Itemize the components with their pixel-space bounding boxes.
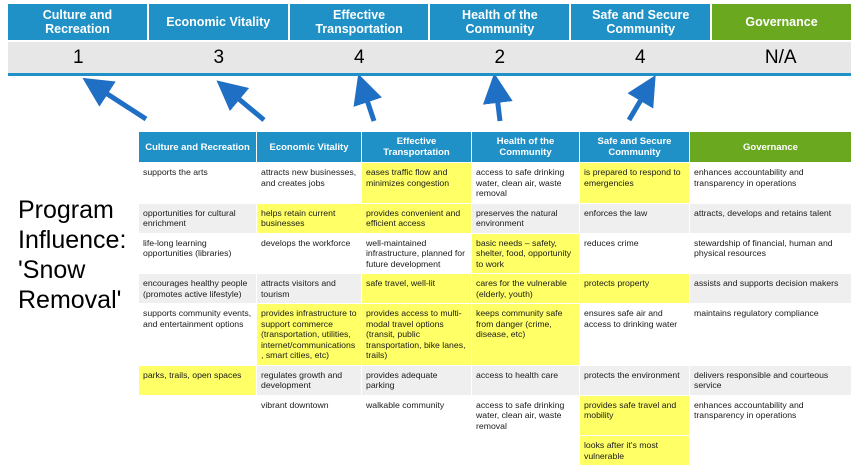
influence-arrow-2	[228, 90, 264, 120]
matrix-cell: parks, trails, open spaces	[139, 365, 257, 395]
matrix-cell: enhances accountability and transparency in operations	[690, 395, 852, 436]
matrix-cell: eases traffic flow and minimizes congestion	[362, 163, 472, 204]
table-row	[139, 163, 852, 204]
influence-arrows-group	[0, 76, 859, 136]
score-health-of-the-community: 2	[430, 42, 571, 73]
table-row	[139, 395, 852, 436]
matrix-cell: provides access to multi-modal travel options (transit, public transportation, bike lanes, trails)	[362, 304, 472, 366]
matrix-header-health-of-the-community: Health of the Community	[472, 132, 580, 163]
matrix-cell: provides adequate parking	[362, 365, 472, 395]
matrix-cell: encourages healthy people (promotes active lifestyle)	[139, 274, 257, 304]
matrix-cell: basic needs – safety, shelter, food, opportunity to work	[472, 233, 580, 274]
influence-matrix-table	[138, 131, 852, 466]
matrix-cell: attracts visitors and tourism	[257, 274, 362, 304]
matrix-header-culture-and-recreation: Culture and Recreation	[139, 132, 257, 163]
matrix-cell	[139, 436, 257, 466]
matrix-cell: looks after it's most vulnerable	[580, 436, 690, 466]
matrix-cell: supports community events, and entertainment options	[139, 304, 257, 366]
score-strip	[8, 42, 851, 76]
matrix-cell: helps retain current businesses	[257, 203, 362, 233]
matrix-cell: life-long learning opportunities (libraries)	[139, 233, 257, 274]
goal-header-strip	[8, 4, 851, 40]
matrix-cell: walkable community	[362, 395, 472, 436]
matrix-cell: is prepared to respond to emergencies	[580, 163, 690, 204]
matrix-cell: protects property	[580, 274, 690, 304]
matrix-header-safe-and-secure-community: Safe and Secure Community	[580, 132, 690, 163]
matrix-cell: regulates growth and development	[257, 365, 362, 395]
matrix-cell: supports the arts	[139, 163, 257, 204]
matrix-cell: cares for the vulnerable (elderly, youth)	[472, 274, 580, 304]
matrix-cell	[362, 436, 472, 466]
matrix-cell: access to safe drinking water, clean air, waste removal	[472, 163, 580, 204]
table-row	[139, 436, 852, 466]
matrix-cell: safe travel, well-lit	[362, 274, 472, 304]
matrix-cell: attracts, develops and retains talent	[690, 203, 852, 233]
influence-arrow-3	[363, 88, 374, 121]
matrix-header-effective-transportation: Effective Transportation	[362, 132, 472, 163]
goal-header-safe-and-secure-community: Safe and Secure Community	[571, 4, 712, 40]
matrix-cell: ensures safe air and access to drinking water	[580, 304, 690, 366]
goal-header-economic-vitality: Economic Vitality	[149, 4, 290, 40]
matrix-cell: well-maintained infrastructure, planned for future development	[362, 233, 472, 274]
goal-header-governance: Governance	[712, 4, 851, 40]
matrix-cell: stewardship of financial, human and physical resources	[690, 233, 852, 274]
influence-arrow-4	[496, 88, 500, 121]
matrix-cell: attracts new businesses, and creates jobs	[257, 163, 362, 204]
score-economic-vitality: 3	[149, 42, 290, 73]
table-row	[139, 304, 852, 366]
matrix-cell: access to safe drinking water, clean air, waste removal	[472, 395, 580, 436]
matrix-cell: access to health care	[472, 365, 580, 395]
matrix-cell: provides safe travel and mobility	[580, 395, 690, 436]
program-influence-label: Program Influence: 'Snow Removal'	[18, 196, 127, 314]
matrix-cell: protects the environment	[580, 365, 690, 395]
matrix-header-economic-vitality: Economic Vitality	[257, 132, 362, 163]
matrix-cell: keeps community safe from danger (crime, disease, etc)	[472, 304, 580, 366]
matrix-cell	[257, 436, 362, 466]
matrix-cell: opportunities for cultural enrichment	[139, 203, 257, 233]
score-culture-and-recreation: 1	[8, 42, 149, 73]
matrix-cell	[472, 436, 580, 466]
matrix-cell: vibrant downtown	[257, 395, 362, 436]
matrix-cell: reduces crime	[580, 233, 690, 274]
matrix-cell: develops the workforce	[257, 233, 362, 274]
matrix-cell: provides infrastructure to support commerce (transportation, utilities, internet/communications, smart cities, etc)	[257, 304, 362, 366]
matrix-cell	[690, 436, 852, 466]
score-effective-transportation: 4	[289, 42, 430, 73]
score-governance: N/A	[711, 42, 852, 73]
matrix-cell: delivers responsible and courteous service	[690, 365, 852, 395]
score-safe-and-secure-community: 4	[570, 42, 711, 73]
matrix-cell: enforces the law	[580, 203, 690, 233]
matrix-cell: enhances accountability and transparency in operations	[690, 163, 852, 204]
table-row	[139, 365, 852, 395]
table-row	[139, 233, 852, 274]
matrix-cell: assists and supports decision makers	[690, 274, 852, 304]
table-row	[139, 274, 852, 304]
goal-header-health-of-the-community: Health of the Community	[430, 4, 571, 40]
matrix-cell: provides convenient and efficient access	[362, 203, 472, 233]
table-row	[139, 203, 852, 233]
goal-header-effective-transportation: Effective Transportation	[290, 4, 431, 40]
matrix-cell	[139, 395, 257, 436]
influence-arrow-5	[629, 88, 648, 120]
matrix-cell: preserves the natural environment	[472, 203, 580, 233]
matrix-cell: maintains regulatory compliance	[690, 304, 852, 366]
matrix-header-row	[139, 132, 852, 163]
matrix-header-governance: Governance	[690, 132, 852, 163]
goal-header-culture-and-recreation: Culture and Recreation	[8, 4, 149, 40]
influence-arrow-1	[95, 86, 146, 119]
